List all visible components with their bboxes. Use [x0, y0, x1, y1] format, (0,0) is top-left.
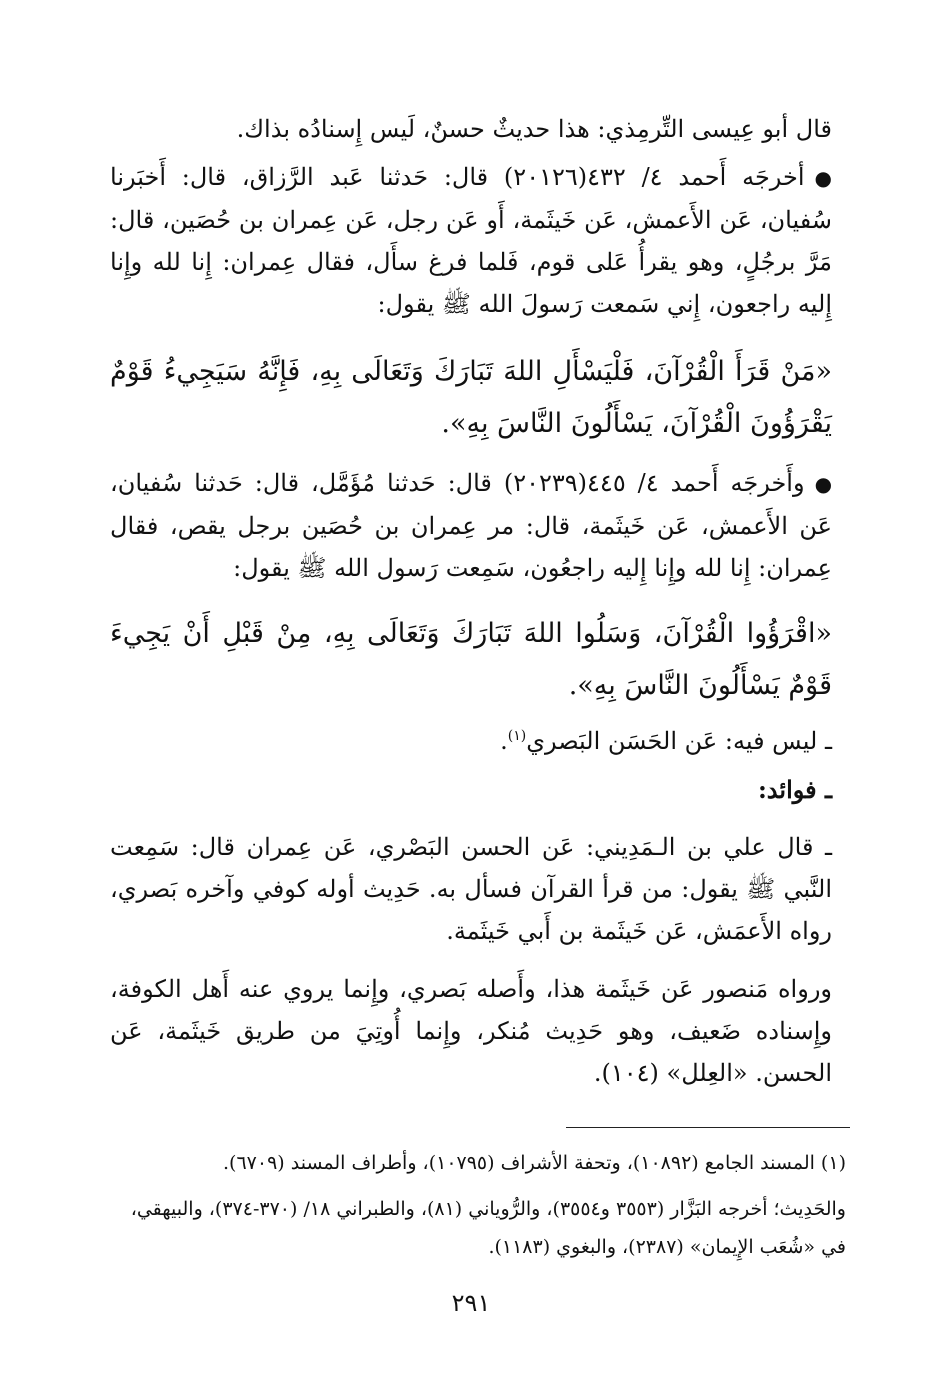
- footnote-1-continued: والحَدِيث؛ أخرجه البَزَّار (٣٥٥٣ و٣٥٥٤)، والرُّوياني (٨١)، والطبراني ١٨/ (٣٧٠-٣٧٤)، والبيهقي، في «شُعَب الإِيمان» (٢٣٨٧)، والبغوي (١١٨٣).: [130, 1198, 846, 1258]
- footnote-1: (١) المسند الجامع (١٠٨٩٢)، وتحفة الأشراف (١٠٧٩٥)، وأطراف المسند (٦٧٠٩).: [223, 1152, 846, 1174]
- footnote-reference: (١): [507, 728, 527, 744]
- ahmad-narration-2-paragraph: [110, 462, 832, 589]
- ibn-madini-paragraph: ـ قال علي بن الـمَدِيني: عَن الحسن البَصْري، عَن عِمران قال: سَمِعت النَّبي ﷺ يقول: من قرأ القرآن فسأل به. حَدِيث أوله كوفي وآخره بَصري، رواه الأَعمَش، عَن خَيثَمة بن أَبي خَيثَمة.: [110, 833, 832, 945]
- not-in-it-text: ـ ليس فيه: عَن الحَسَن البَصري: [526, 727, 832, 755]
- page-number: ٢٩١: [451, 1289, 491, 1317]
- bullet-icon: ●: [814, 472, 833, 496]
- not-in-it-line: [110, 720, 832, 762]
- footnote-separator: [566, 1127, 850, 1128]
- ahmad-narration-1-paragraph: [110, 156, 832, 325]
- tirmidhi-verdict-paragraph: قال أبو عِيسى التِّرمِذي: هذا حديثٌ حسنٌ، لَيس إِسنادُه بذاك.: [236, 115, 832, 143]
- hadith-quote-2: «اقْرَؤُوا الْقُرْآنَ، وَسَلُوا اللهَ تَبَارَكَ وَتَعَالَى بِهِ، مِنْ قَبْلِ أَنْ يَجِيءَ قَوْمٌ يَسْأَلُونَ النَّاسَ بِهِ».: [110, 618, 832, 701]
- hadith-quote-1: «مَنْ قَرَأَ الْقُرْآنَ، فَلْيَسْأَلِ اللهَ تَبَارَكَ وَتَعَالَى بِهِ، فَإِنَّهُ سَيَجِيءُ قَوْمٌ يَقْرَؤُونَ الْقُرْآنَ، يَسْأَلُونَ النَّاسَ بِهِ».: [110, 356, 832, 439]
- ahmad-narration-2-text: وأَخرجَه أَحمد ٤/ ٤٤٥(٢٠٢٣٩) قال: حَدثنا مُؤَمَّل، قال: حَدثنا سُفيان، عَن الأَعمش، عَن خَيثَمة، قال: مر عِمران بن حُصَين برجل يقص، فقال عِمران: إِنا لله وإِنا إِليه راجعُون، سَمِعت رَسول الله ﷺ يقول:: [110, 469, 832, 582]
- benefits-heading: ـ فوائد:: [757, 775, 832, 804]
- mansur-paragraph: ورواه مَنصور عَن خَيثَمة هذا، وأَصله بَصري، وإِنما يروي عنه أَهل الكوفة، وإِسناده ضَعيف، وهو حَدِيث مُنكر، وإِنما أُوتِيَ من طريق خَيثَمة، عَن الحسن. «العِلل» (١٠٤).: [110, 975, 832, 1087]
- ahmad-narration-1-text: أخرجَه أَحمد ٤/ ٤٣٢(٢٠١٢٦) قال: حَدثنا عَبد الرَّزاق، قال: أَخبَرنا سُفيان، عَن الأَعمش، عَن خَيثَمة، أَو عَن رجل، عَن عِمران بن حُصَين، قال: مَرَّ برجُلٍ، وهو يقرأُ عَلى قوم، فَلما فرغ سأَل، فقال عِمران: إِنا لله وإِنا إِليه راجعون، إِني سَمعت رَسولَ الله ﷺ يقول:: [110, 163, 832, 318]
- not-in-it-tail: .: [500, 727, 508, 755]
- bullet-icon: ●: [814, 166, 832, 190]
